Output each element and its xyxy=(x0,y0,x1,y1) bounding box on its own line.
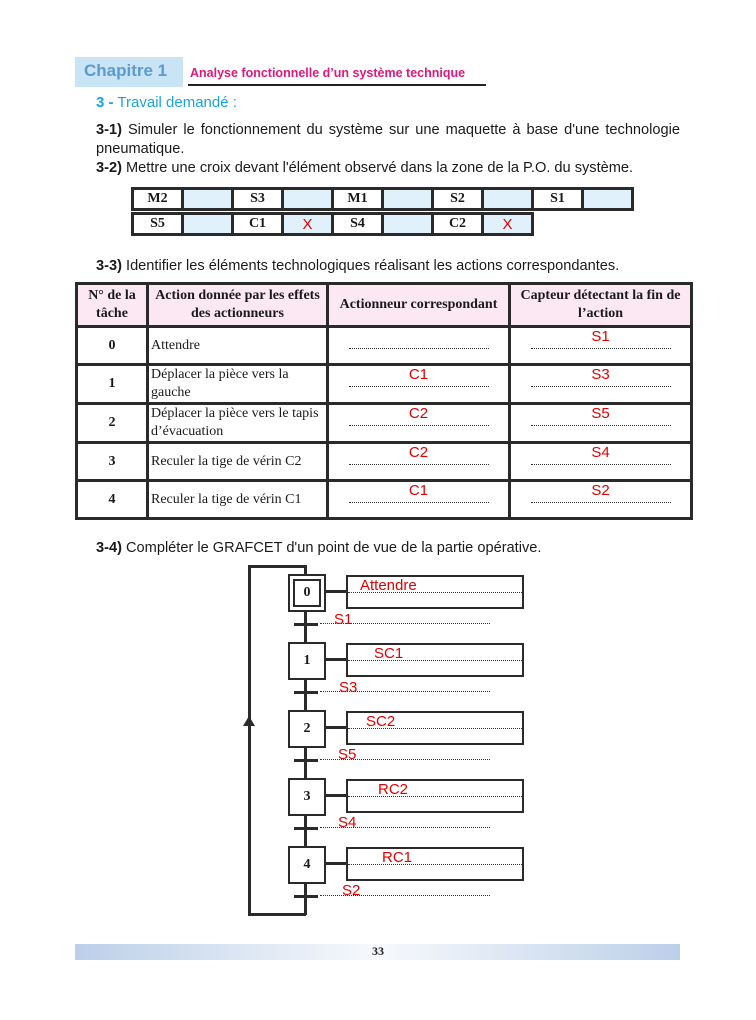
sensor-answer: S5 xyxy=(591,405,610,422)
chapter-title-underline xyxy=(188,84,486,86)
action-box[interactable] xyxy=(346,779,524,813)
sensor-answer: S4 xyxy=(591,443,610,461)
sensor-answer: S2 xyxy=(591,481,610,499)
action-answer: SC2 xyxy=(366,713,396,730)
section-number: 3 - xyxy=(96,94,114,111)
action-box[interactable] xyxy=(346,575,524,609)
sensor-answer: S1 xyxy=(591,327,610,345)
task-number: 0 xyxy=(77,327,148,365)
task-number: 2 xyxy=(77,404,148,443)
question-number: 3-4) xyxy=(96,540,122,556)
element-checkbox[interactable]: X xyxy=(483,214,533,235)
transition-answer: S4 xyxy=(338,814,357,831)
element-label: S2 xyxy=(433,189,483,210)
chapter-title: Analyse fonctionnelle d’un système technique xyxy=(190,66,466,80)
element-label: S4 xyxy=(333,214,383,235)
task-action: Reculer la tige de vérin C1 xyxy=(148,481,328,519)
transition-bar xyxy=(294,623,318,626)
page-number: 33 xyxy=(372,944,384,958)
actuator-answer: C2 xyxy=(408,443,429,461)
element-checkbox[interactable] xyxy=(283,189,333,210)
grafcet-step: 3 xyxy=(288,778,326,816)
question-3-4 xyxy=(96,539,541,558)
element-label: M1 xyxy=(333,189,383,210)
transition-answer: S2 xyxy=(342,882,361,899)
action-box[interactable] xyxy=(346,643,524,677)
question-text: Mettre une croix devant l'élément observé dans la zone de la P.O. du système. xyxy=(126,160,634,176)
element-label: S3 xyxy=(233,189,283,210)
action-link xyxy=(326,794,348,797)
question-3-3 xyxy=(96,257,619,276)
task-number: 3 xyxy=(77,443,148,481)
table-row xyxy=(77,404,692,443)
sensor-field[interactable] xyxy=(510,404,692,443)
loop-back-line xyxy=(248,565,251,915)
header-actuator: Actionneur correspondant xyxy=(328,284,510,327)
element-label: C1 xyxy=(233,214,283,235)
task-action: Déplacer la pièce vers la gauche xyxy=(148,365,328,404)
grafcet-step: 2 xyxy=(288,710,326,748)
task-table-header xyxy=(77,284,692,327)
actuator-field[interactable] xyxy=(328,404,510,443)
element-label: M2 xyxy=(133,189,183,210)
actuator-answer: C1 xyxy=(408,481,429,499)
section-title: Travail demandé : xyxy=(117,94,237,111)
transition-answer: S1 xyxy=(334,611,353,628)
sensor-answer: S3 xyxy=(591,366,610,383)
grafcet-step: 4 xyxy=(288,846,326,884)
task-table xyxy=(75,282,693,520)
task-number: 1 xyxy=(77,365,148,404)
transition-bar xyxy=(294,895,318,898)
sensor-field[interactable] xyxy=(510,365,692,404)
transition-bar xyxy=(294,691,318,694)
element-checkbox[interactable]: X xyxy=(283,214,333,235)
sensor-field[interactable] xyxy=(510,443,692,481)
question-text: Identifier les éléments technologiques réalisant les actions correspondantes. xyxy=(126,258,620,274)
question-number: 3-2) xyxy=(96,160,122,176)
actuator-field[interactable] xyxy=(328,365,510,404)
arrow-up-icon xyxy=(243,716,255,726)
elements-table-row2 xyxy=(131,212,534,236)
actuator-answer: C1 xyxy=(408,366,429,383)
table-row xyxy=(77,327,692,365)
transition-answer: S3 xyxy=(339,679,358,696)
action-answer: RC1 xyxy=(382,849,413,866)
grafcet-step: 1 xyxy=(288,642,326,680)
action-answer: SC1 xyxy=(374,645,404,662)
task-action: Déplacer la pièce vers le tapis d’évacuation xyxy=(148,404,328,443)
chapter-label: Chapitre 1 xyxy=(84,61,168,80)
section-heading xyxy=(96,94,237,111)
action-link xyxy=(326,658,348,661)
action-link xyxy=(326,590,348,593)
question-text: Compléter le GRAFCET d'un point de vue de la partie opérative. xyxy=(126,540,542,556)
question-number: 3-1) xyxy=(96,122,122,138)
table-row xyxy=(77,481,692,519)
header-action: Action donnée par les effets des actionneurs xyxy=(148,284,328,327)
element-checkbox[interactable] xyxy=(383,214,433,235)
transition-bar xyxy=(294,827,318,830)
actuator-field[interactable] xyxy=(328,327,510,365)
element-label: S1 xyxy=(533,189,583,210)
element-checkbox[interactable] xyxy=(583,189,633,210)
actuator-field[interactable] xyxy=(328,443,510,481)
action-answer: RC2 xyxy=(378,781,409,798)
action-answer: Attendre xyxy=(360,577,417,594)
table-row xyxy=(77,443,692,481)
element-checkbox[interactable] xyxy=(483,189,533,210)
question-3-2 xyxy=(96,159,633,178)
question-number: 3-3) xyxy=(96,258,122,274)
sensor-field[interactable] xyxy=(510,481,692,519)
actuator-field[interactable] xyxy=(328,481,510,519)
question-text: Simuler le fonctionnement du système sur une maquette à base d'une technologie pneumatique. xyxy=(96,122,680,157)
action-link xyxy=(326,862,348,865)
element-label: C2 xyxy=(433,214,483,235)
task-action: Attendre xyxy=(148,327,328,365)
transition-bar xyxy=(294,759,318,762)
actuator-answer: C2 xyxy=(408,405,429,422)
elements-table-row1 xyxy=(131,187,634,211)
question-3-1 xyxy=(96,121,680,159)
header-task-number: N° de la tâche xyxy=(77,284,148,327)
loop-top-line xyxy=(248,565,306,568)
grafcet-initial-step: 0 xyxy=(288,574,326,612)
element-checkbox[interactable] xyxy=(383,189,433,210)
task-number: 4 xyxy=(77,481,148,519)
loop-bottom-line xyxy=(248,913,306,916)
action-box[interactable] xyxy=(346,847,524,881)
table-row xyxy=(77,365,692,404)
task-action: Reculer la tige de vérin C2 xyxy=(148,443,328,481)
element-checkbox[interactable] xyxy=(183,214,233,235)
element-checkbox[interactable] xyxy=(183,189,233,210)
element-label: S5 xyxy=(133,214,183,235)
transition-answer: S5 xyxy=(338,746,357,763)
header-sensor: Capteur détectant la fin de l’action xyxy=(510,284,692,327)
sensor-field[interactable] xyxy=(510,327,692,365)
action-box[interactable] xyxy=(346,711,524,745)
action-link xyxy=(326,726,348,729)
